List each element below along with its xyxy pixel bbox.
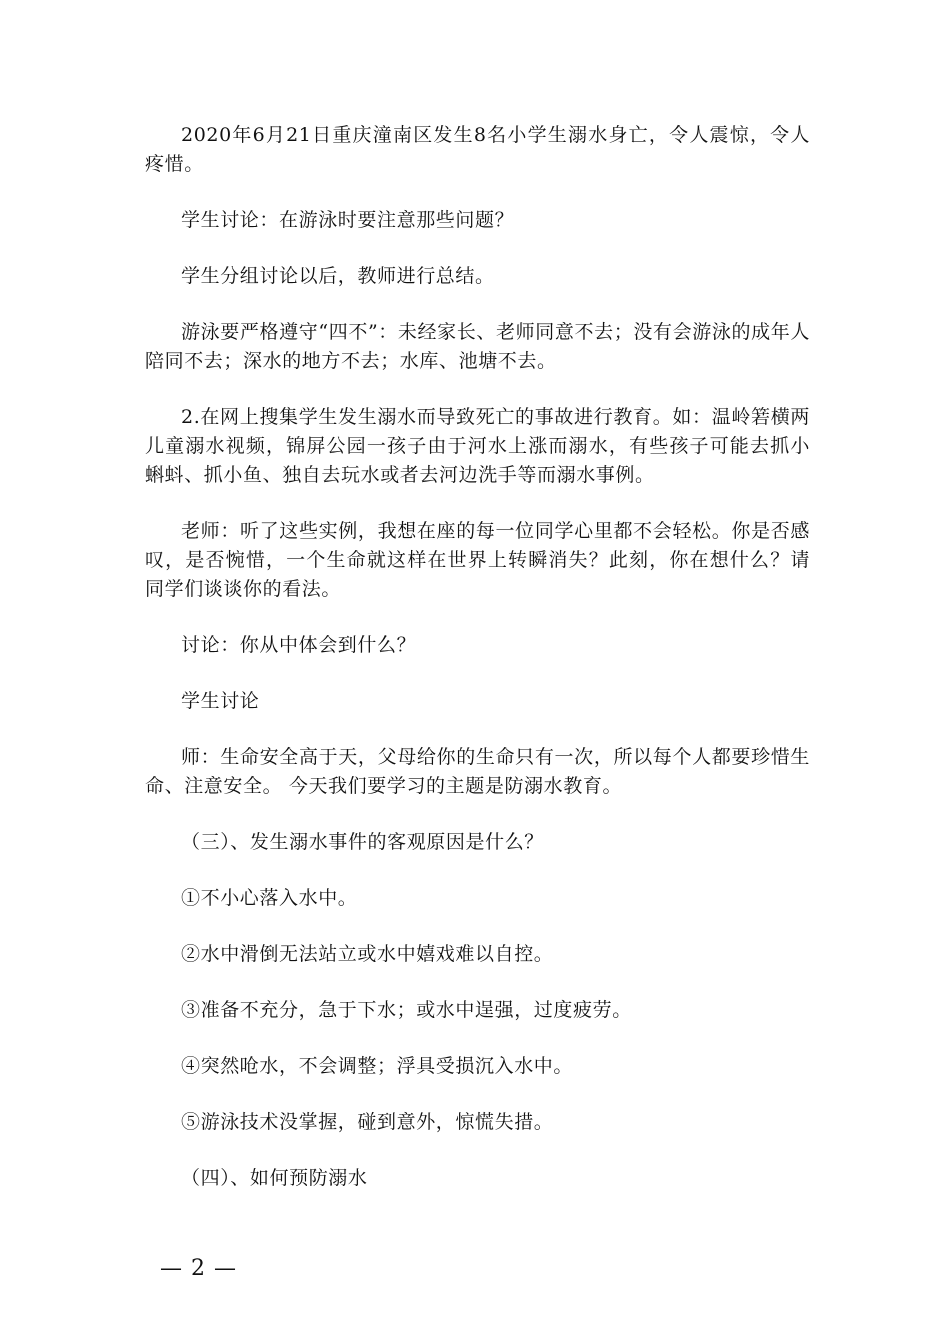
paragraph-discussion-question: 学生讨论：在游泳时要注意那些问题？ xyxy=(181,209,515,231)
list-item-cause-1: ①不小心落入水中。 xyxy=(181,887,358,909)
list-item-cause-5: ⑤游泳技术没掌握，碰到意外，惊慌失措。 xyxy=(181,1111,554,1133)
paragraph-teacher-summary: 师：生命安全高于天，父母给你的生命只有一次，所以每个人都要珍惜生命、注意安全。 今天我们要学习的主题是防溺水教育。 xyxy=(145,746,810,797)
document-body xyxy=(145,121,810,1220)
page-number: — 2 — xyxy=(160,1256,237,1281)
section-heading-prevention: （四）、如何预防溺水 xyxy=(181,1167,368,1189)
section-heading-causes: （三）、发生溺水事件的客观原因是什么？ xyxy=(181,831,544,853)
list-item-cause-2: ②水中滑倒无法站立或水中嬉戏难以自控。 xyxy=(181,943,554,965)
paragraph-incident: 2020年6月21日重庆潼南区发生8名小学生溺水身亡，令人震惊，令人疼惜。 xyxy=(145,124,810,175)
list-item-cause-4: ④突然呛水，不会调整；浮具受损沉入水中。 xyxy=(181,1055,574,1077)
paragraph-discussion-reflection: 讨论：你从中体会到什么？ xyxy=(181,634,417,656)
paragraph-student-discussion: 学生讨论 xyxy=(181,690,260,712)
paragraph-case-examples: 2.在网上搜集学生发生溺水而导致死亡的事故进行教育。如：温岭箬横两儿童溺水视频，锦屏公园一孩子由于河水上涨而溺水，有些孩子可能去抓小蝌蚪、抓小鱼、独自去玩水或者去河边洗手等而溺水事例。 xyxy=(145,406,810,486)
paragraph-group-summary: 学生分组讨论以后，教师进行总结。 xyxy=(181,265,495,287)
paragraph-four-nots: 游泳要严格遵守“四不”：未经家长、老师同意不去；没有会游泳的成年人陪同不去；深水的地方不去；水库、池塘不去。 xyxy=(145,321,810,372)
paragraph-teacher-prompt: 老师：听了这些实例，我想在座的每一位同学心里都不会轻松。你是否感叹，是否惋惜，一个生命就这样在世界上转瞬消失？此刻，你在想什么？请同学们谈谈你的看法。 xyxy=(145,520,810,600)
list-item-cause-3: ③准备不充分，急于下水；或水中逞强，过度疲劳。 xyxy=(181,999,632,1021)
